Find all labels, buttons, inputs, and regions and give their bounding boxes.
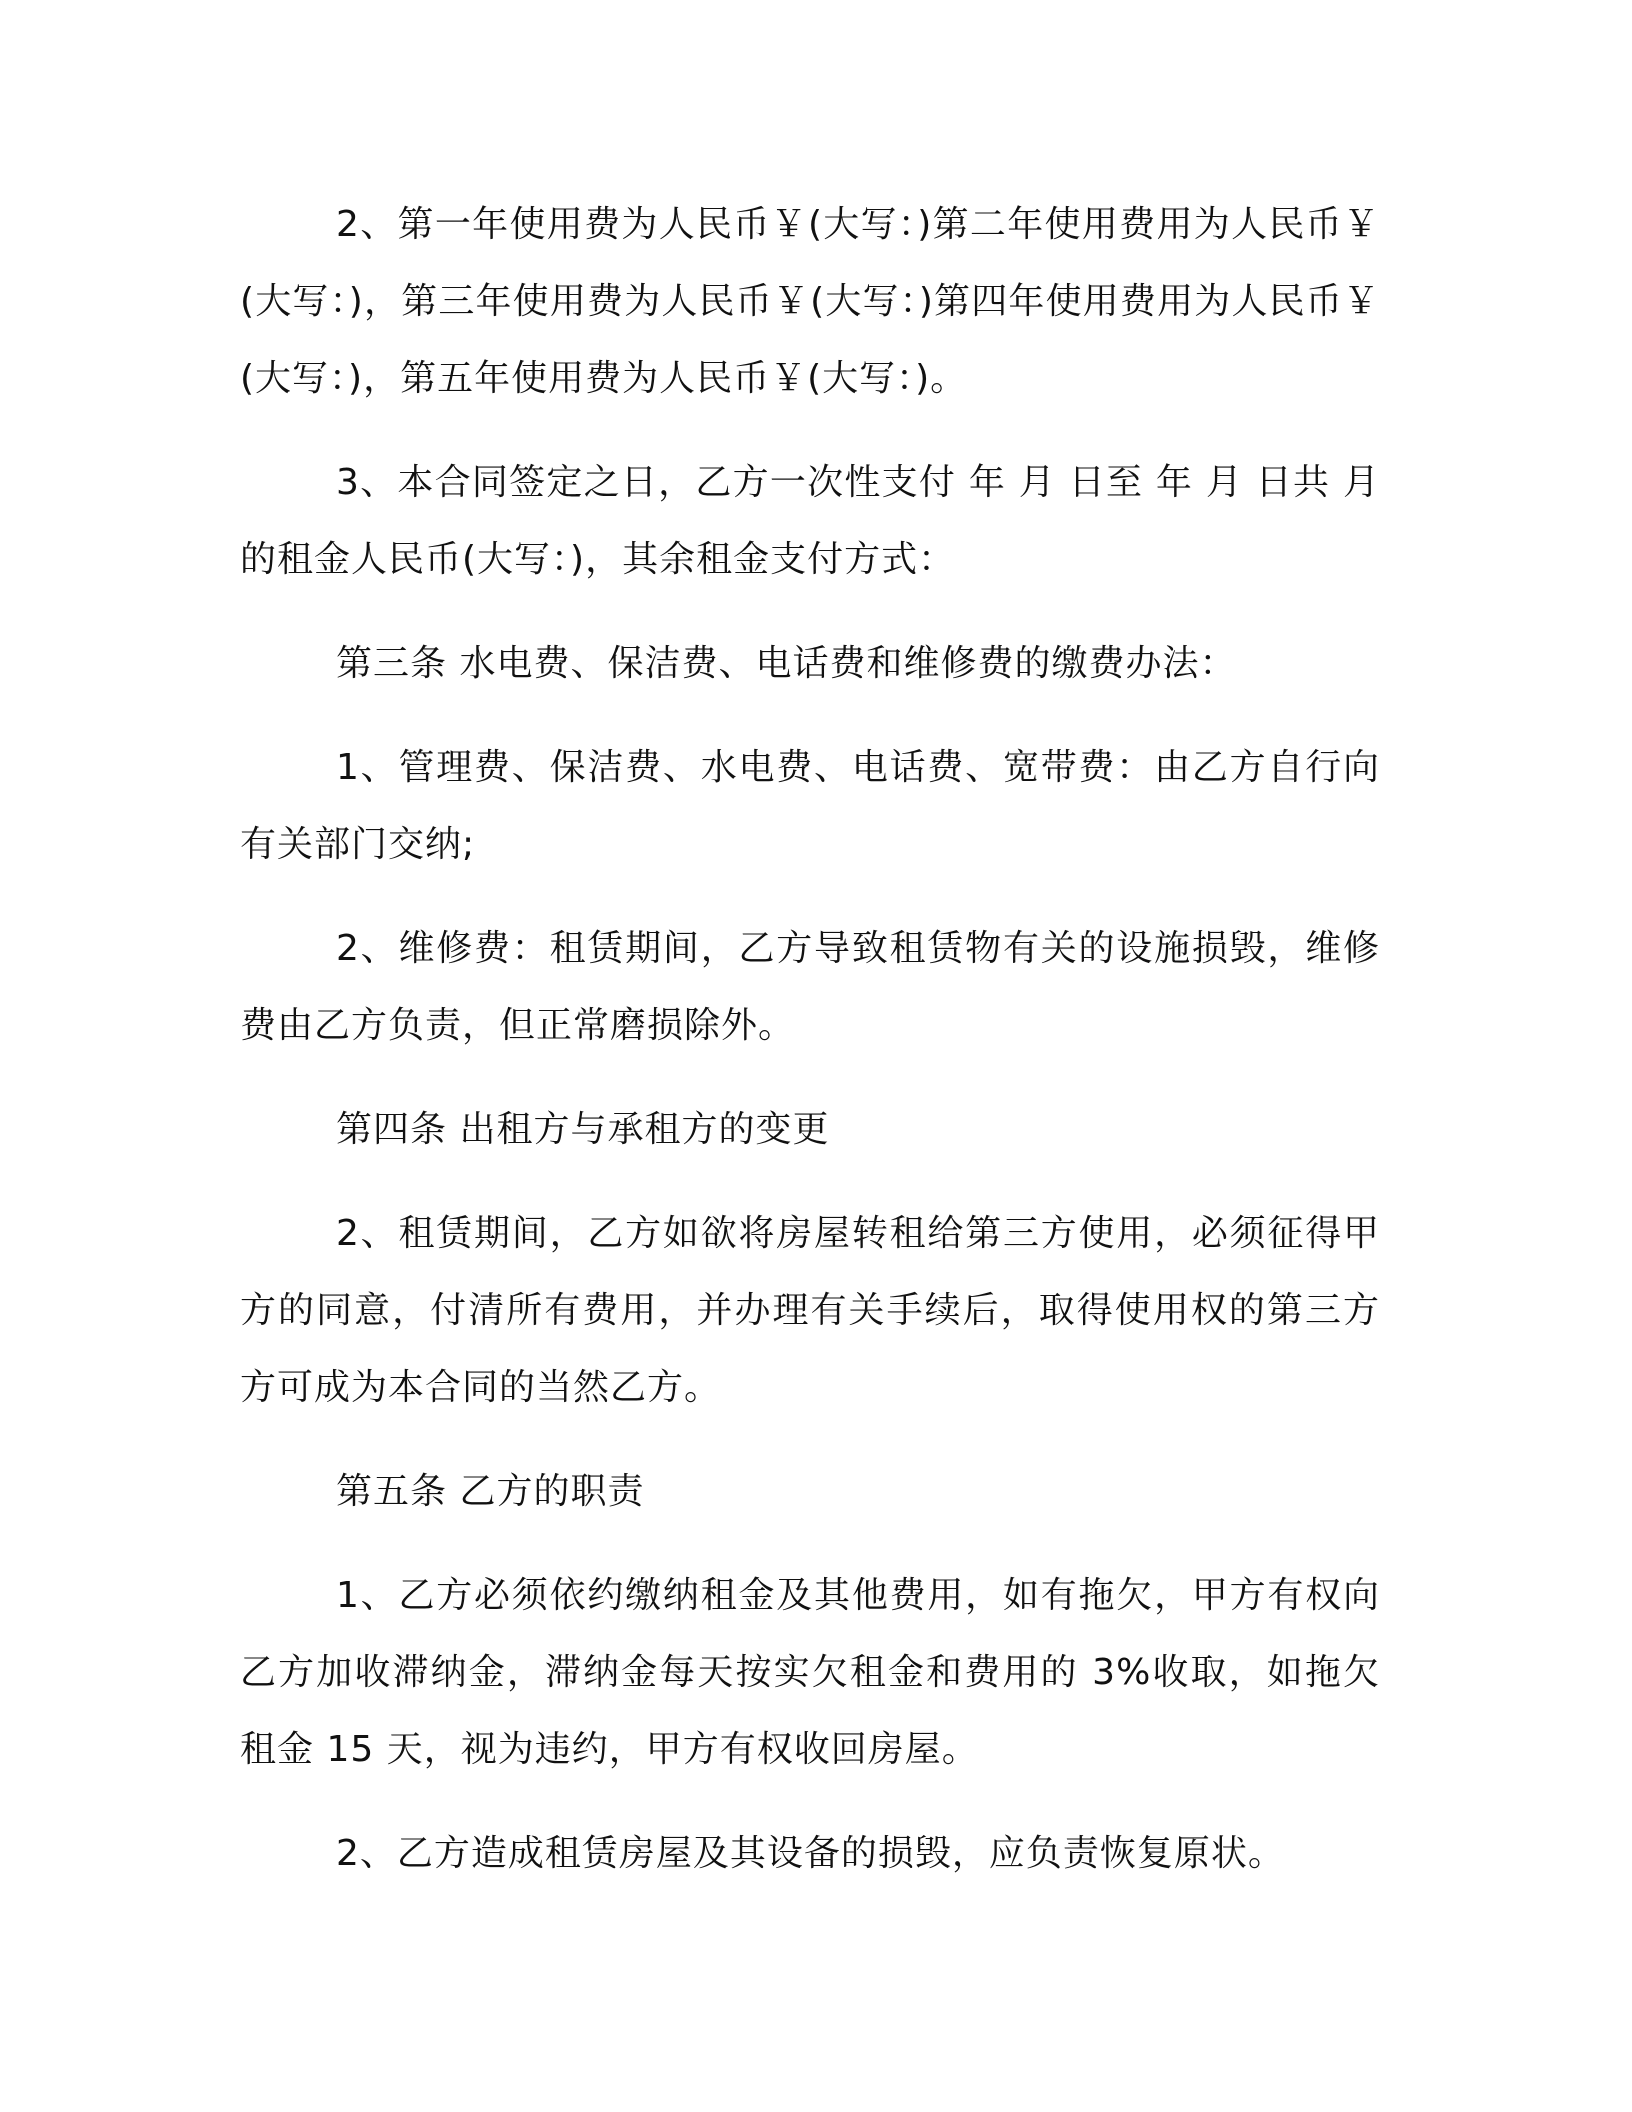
clause-paragraph: 2、乙方造成租赁房屋及其设备的损毁，应负责恢复原状。 bbox=[336, 1833, 1285, 1874]
clause-paragraph: 2、维修费：租赁期间，乙方导致租赁物有关的设施损毁，维修费由乙方负责，但正常磨损除外。 bbox=[240, 928, 1380, 1046]
article-heading: 第五条 乙方的职责 bbox=[336, 1471, 645, 1512]
clause-paragraph: 3、本合同签定之日，乙方一次性支付 年 月 日至 年 月 日共 月的租金人民币(大写：)，其余租金支付方式： bbox=[240, 462, 1380, 580]
document-page bbox=[240, 186, 1380, 1919]
clause-paragraph: 2、租赁期间，乙方如欲将房屋转租给第三方使用，必须征得甲方的同意，付清所有费用，并办理有关手续后，取得使用权的第三方方可成为本合同的当然乙方。 bbox=[240, 1213, 1380, 1408]
clause-paragraph: 1、管理费、保洁费、水电费、电话费、宽带费：由乙方自行向有关部门交纳; bbox=[240, 747, 1380, 865]
article-heading: 第三条 水电费、保洁费、电话费和维修费的缴费办法： bbox=[336, 643, 1237, 684]
clause-paragraph: 2、第一年使用费为人民币￥(大写：)第二年使用费用为人民币￥(大写：)，第三年使用费为人民币￥(大写：)第四年使用费用为人民币￥(大写：)，第五年使用费为人民币￥(大写：)。 bbox=[240, 204, 1380, 399]
clause-paragraph: 1、乙方必须依约缴纳租金及其他费用，如有拖欠，甲方有权向乙方加收滞纳金，滞纳金每天按实欠租金和费用的 3%收取，如拖欠租金 15 天，视为违约，甲方有权收回房屋。 bbox=[240, 1575, 1380, 1770]
article-heading: 第四条 出租方与承租方的变更 bbox=[336, 1109, 830, 1150]
